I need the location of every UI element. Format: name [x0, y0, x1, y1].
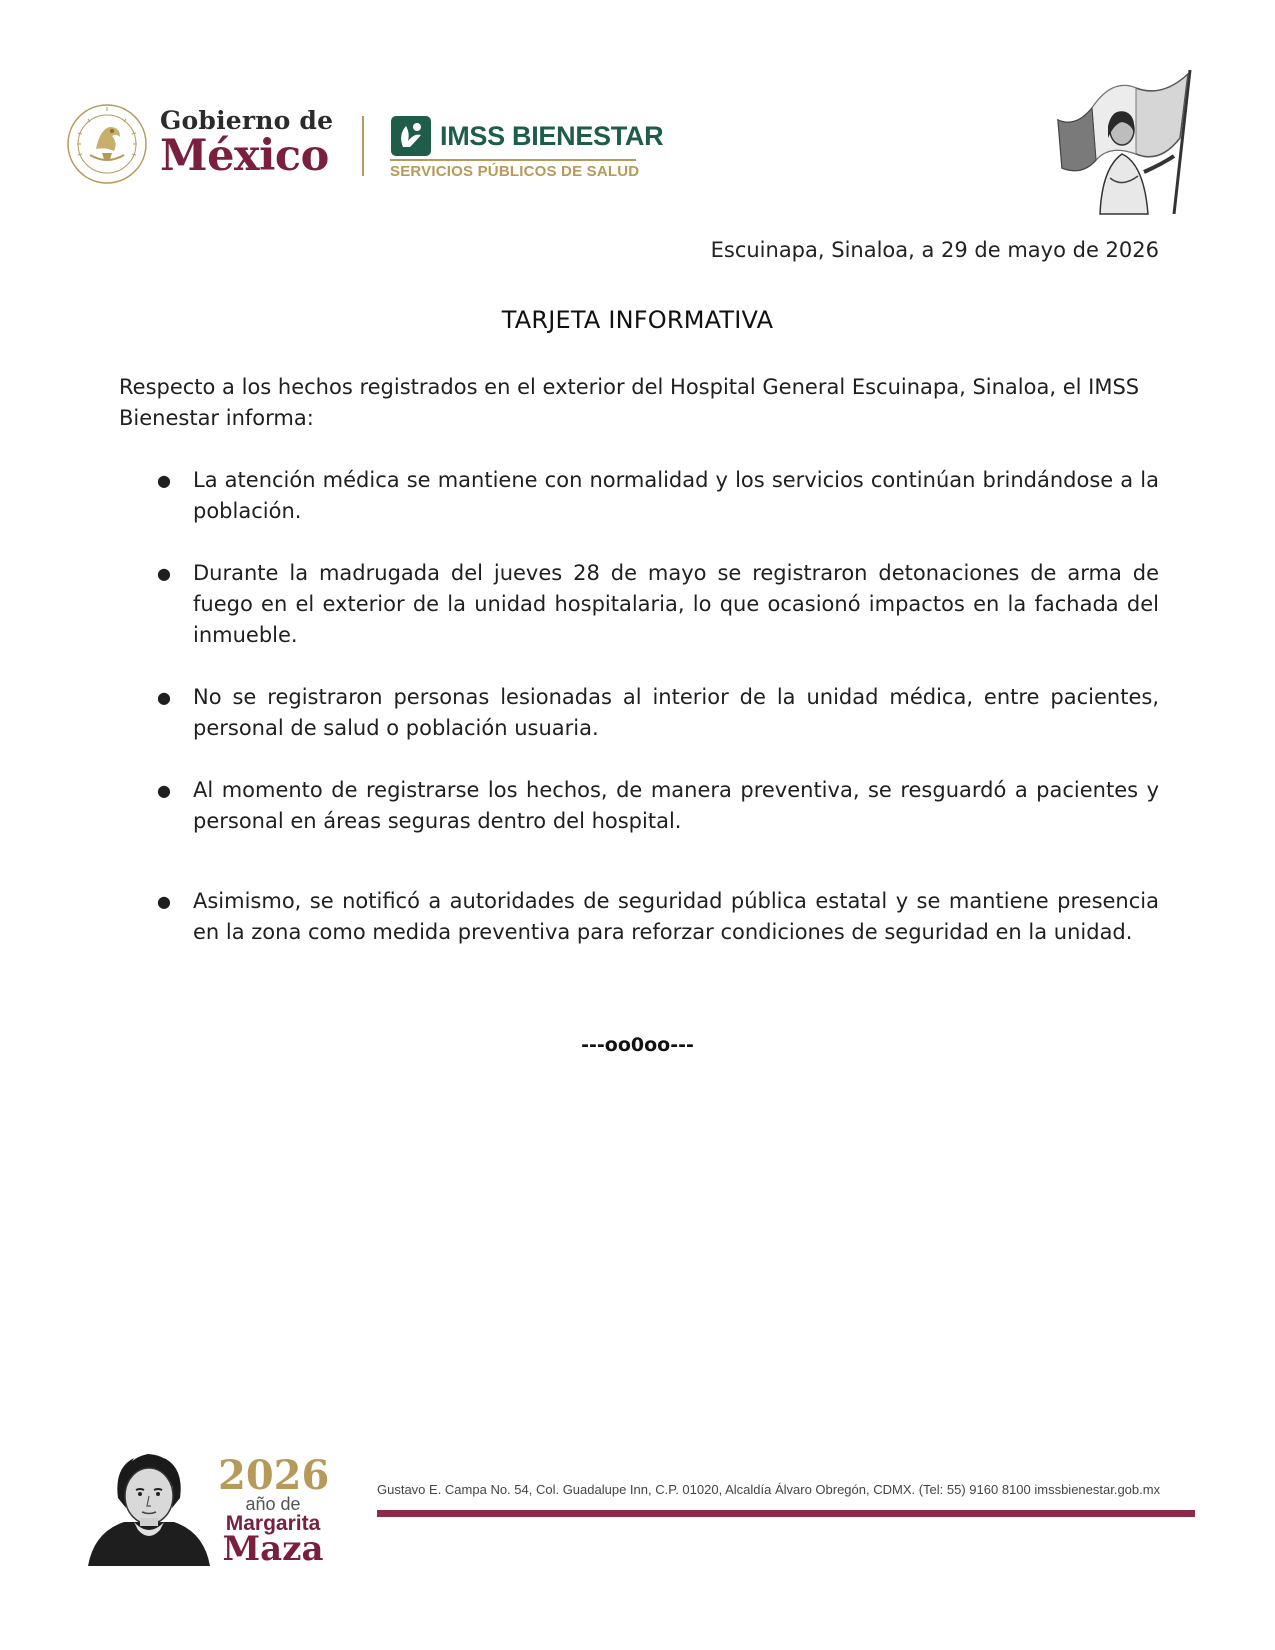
list-item [119, 775, 1159, 837]
flag-bearer-illustration [1052, 68, 1202, 216]
bullet-dot-icon: ● [157, 892, 171, 911]
intro-paragraph: Respecto a los hechos registrados en el exterior del Hospital General Escuinapa, Sinaloa, el IMSS Bienestar informa: [119, 375, 1140, 430]
header-divider [362, 116, 364, 176]
bullet-list [119, 465, 1159, 948]
bullet-dot-icon: ● [157, 471, 171, 490]
bullet-dot-icon: ● [157, 781, 171, 800]
bullet-text: Asimismo, se notificó a autoridades de seguridad pública estatal y se mantiene presencia en la zona como medida preventiva para reforzar condiciones de seguridad en la unidad. [193, 889, 1159, 944]
national-seal-icon [66, 103, 148, 185]
margarita-maza-portrait [84, 1448, 214, 1566]
imss-tagline: SERVICIOS PÚBLICOS DE SALUD [390, 163, 640, 180]
imss-bienestar-logo-icon [390, 115, 432, 157]
emblem-name-last: Maza [222, 1529, 324, 1569]
bullet-text: La atención médica se mantiene con normalidad y los servicios continúan brindándose a la población. [193, 468, 1159, 523]
footer-rule [377, 1510, 1195, 1517]
footer-address: Gustavo E. Campa No. 54, Col. Guadalupe Inn, C.P. 01020, Alcaldía Álvaro Obregón, CDMX. (Tel: 55) 9160 8100 imssbienestar.gob.mx [377, 1482, 1161, 1497]
list-item [119, 465, 1159, 527]
emblem-year: 2026 [218, 1452, 330, 1499]
list-item [119, 558, 1159, 651]
closing-mark: ---oo0oo--- [581, 1034, 694, 1056]
gobierno-line1: Gobierno de [160, 106, 334, 135]
gobierno-line2: México [160, 131, 329, 181]
emblem-subtitle: año de [245, 1494, 301, 1514]
bullet-dot-icon: ● [157, 688, 171, 707]
imss-bienestar-name: IMSS BIENESTAR [440, 121, 664, 151]
bullet-dot-icon: ● [157, 564, 171, 583]
bullet-text: Durante la madrugada del jueves 28 de mayo se registraron detonaciones de arma de fuego en el exterior de la unidad hospitalaria, lo que ocasionó impactos en la fachada del inmueble. [193, 561, 1159, 647]
list-item [119, 682, 1159, 744]
bullet-text: Al momento de registrarse los hechos, de manera preventiva, se resguardó a pacientes y personal en áreas seguras dentro del hospital. [193, 778, 1159, 833]
list-item [119, 886, 1159, 948]
gobierno-de-mexico-logo [160, 106, 334, 181]
document-title: TARJETA INFORMATIVA [501, 306, 774, 334]
place-date: Escuinapa, Sinaloa, a 29 de mayo de 2026 [710, 238, 1159, 262]
margarita-maza-emblem [218, 1452, 330, 1569]
bullet-text: No se registraron personas lesionadas al interior de la unidad médica, entre pacientes, personal de salud o población usuaria. [193, 685, 1159, 740]
emblem-name-first: Margarita [225, 1512, 321, 1535]
imss-rule [390, 159, 636, 161]
